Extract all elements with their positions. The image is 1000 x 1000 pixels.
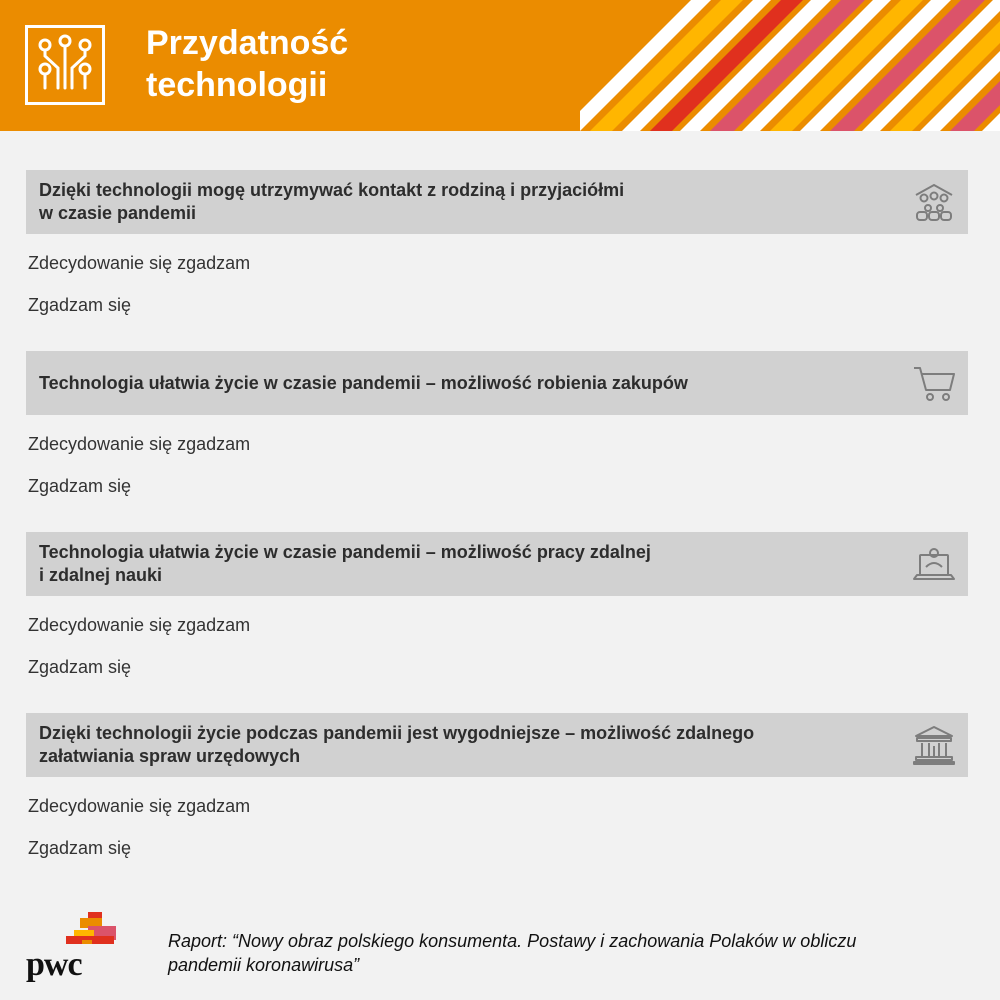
question-line1: Dzięki technologii życie podczas pandemii jest wygodniejsze – możliwość zdalnego: [39, 723, 755, 743]
answer-strongly-agree: Zdecydowanie się zgadzam: [28, 434, 251, 454]
question-section-government: [26, 713, 968, 858]
question-section-remote-work: [26, 532, 968, 677]
question-text: [26, 541, 879, 587]
answer-agree: Zgadzam się: [28, 295, 132, 315]
question-bar: [26, 713, 968, 777]
page-title: [146, 22, 526, 106]
question-text: [26, 372, 879, 395]
question-line1: Dzięki technologii mogę utrzymywać kontakt z rodziną i przyjaciółmi: [39, 180, 625, 200]
question-text: [26, 722, 879, 768]
question-line1: Technologia ułatwia życie w czasie pandemii – możliwość pracy zdalnej: [39, 542, 651, 562]
circuit-logo-icon: [25, 25, 105, 105]
answer-agree: Zgadzam się: [28, 657, 132, 677]
answer-strongly-agree: Zdecydowanie się zgadzam: [28, 796, 251, 816]
question-line2: załatwiania spraw urzędowych: [39, 746, 301, 766]
page-title-line2: technologii: [146, 66, 328, 104]
question-section-family: [26, 170, 968, 315]
header-banner: [0, 0, 1000, 131]
question-line2: i zdalnej nauki: [39, 565, 163, 585]
family-group-icon: [912, 181, 956, 223]
question-line2: w czasie pandemii: [39, 203, 197, 223]
answer-agree: Zgadzam się: [28, 838, 132, 858]
question-line1: Technologia ułatwia życie w czasie pandemii – możliwość robienia zakupów: [39, 372, 688, 393]
question-bar: [26, 170, 968, 234]
page-title-line1: Przydatność: [146, 24, 349, 62]
source-line1: Raport: “Nowy obraz polskiego konsumenta. Postawy i zachowania Polaków w obliczu: [168, 931, 857, 951]
source-line2: pandemii koronawirusa”: [168, 955, 360, 975]
source-citation: [168, 929, 978, 977]
government-building-icon: [912, 724, 956, 766]
answer-strongly-agree: Zdecydowanie się zgadzam: [28, 253, 251, 273]
laptop-user-icon: [912, 543, 956, 585]
answer-strongly-agree: Zdecydowanie się zgadzam: [28, 615, 251, 635]
question-bar: [26, 532, 968, 596]
question-section-shopping: [26, 351, 968, 496]
pwc-wordmark: pwc: [26, 946, 82, 983]
answer-agree: Zgadzam się: [28, 476, 132, 496]
question-bar: [26, 351, 968, 415]
question-text: [26, 179, 879, 225]
shopping-cart-icon: [912, 362, 956, 404]
